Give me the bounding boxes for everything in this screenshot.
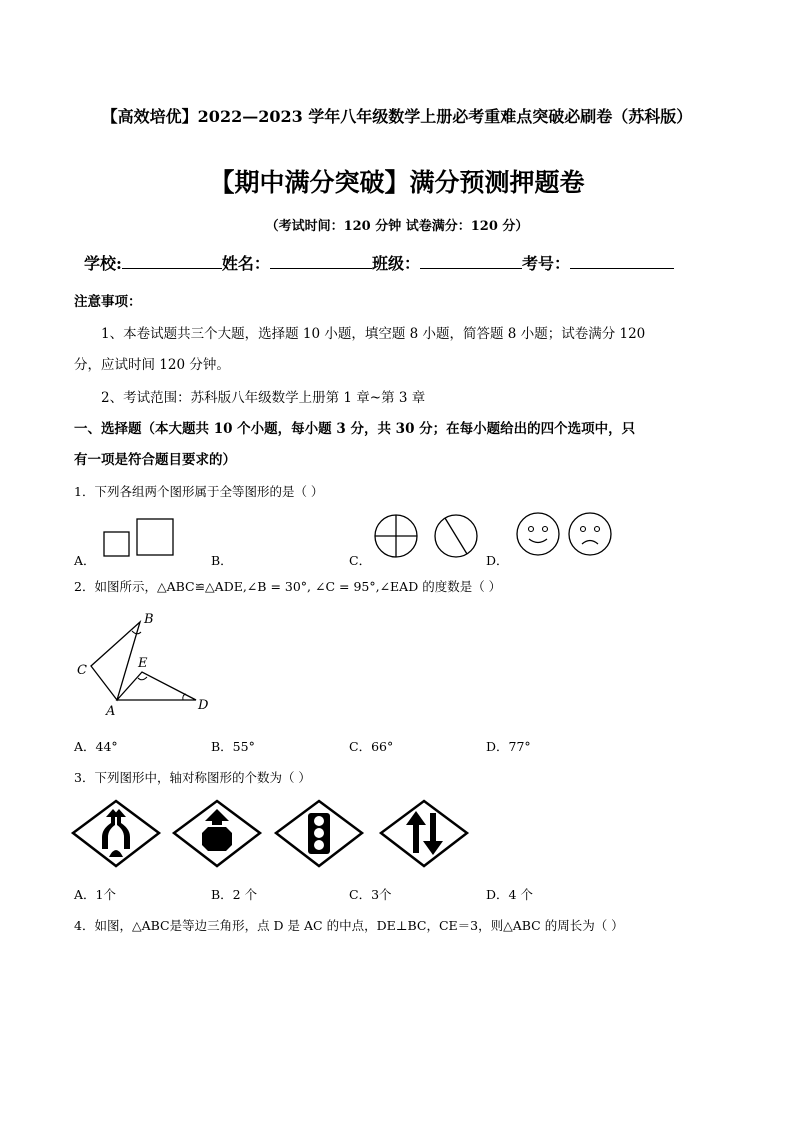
notes-item-1-cont: 分，应试时间 120 分钟。 [74, 357, 230, 373]
q2-option-a: A．44° [74, 739, 118, 754]
student-info-line [84, 251, 674, 274]
label-e: E [138, 656, 148, 671]
name-label: 姓名： [221, 254, 270, 273]
number-blank [570, 252, 674, 269]
q1-option-c: C． [349, 553, 372, 568]
q1-figure-c-circles [370, 512, 485, 562]
q1-option-b: B． [211, 553, 233, 568]
section-heading-cont: 有一项是符合题目要求的） [74, 452, 236, 468]
question-2-stem: 2．如图所示，△ABC≌△ADE,∠B = 30°, ∠C = 95°,∠EAD 的度数是（ ） [74, 579, 502, 594]
exam-info-subtitle: （考试时间：120 分钟 试卷满分：120 分） [265, 219, 529, 234]
stop-ahead-sign-icon [174, 801, 260, 866]
section-heading: 一、选择题（本大题共 10 个小题，每小题 3 分，共 30 分；在每小题给出的四个选项中，只 [74, 421, 636, 437]
q3-option-a: A．1个 [74, 887, 116, 902]
q1-option-a: A． [74, 553, 96, 568]
merging-lanes-sign-icon [73, 801, 159, 866]
frowning-face-icon [569, 513, 611, 555]
q2-option-c: C．66° [349, 739, 394, 754]
q3-option-d: D．4 个 [486, 887, 533, 902]
q1-option-d: D． [486, 553, 509, 568]
q1-figure-a-squares [100, 515, 180, 560]
notes-item-1: 1、本卷试题共三个大题，选择题 10 小题，填空题 8 小题，简答题 8 小题；试卷满分 120 [101, 326, 646, 342]
class-blank [420, 252, 522, 269]
q1-figure-d-faces [512, 510, 617, 560]
triangle-abc [91, 622, 140, 700]
question-1-stem: 1．下列各组两个图形属于全等图形的是（ ） [74, 484, 324, 499]
q3-traffic-signs [72, 799, 472, 869]
q2-option-b: B．55° [211, 739, 255, 754]
triangle-ade [117, 672, 196, 700]
q2-option-d: D．77° [486, 739, 531, 754]
label-d: D [198, 698, 209, 713]
notes-heading: 注意事项： [74, 294, 142, 310]
smiling-face-icon [517, 513, 559, 555]
document-header: 【高效培优】2022—2023 学年八年级数学上册必考重难点突破必刷卷（苏科版） [101, 107, 693, 126]
two-way-traffic-sign-icon [381, 801, 467, 866]
label-c: C [77, 663, 87, 678]
school-blank [122, 252, 222, 269]
name-blank [270, 252, 372, 269]
notes-item-2: 2、考试范围：苏科版八年级数学上册第 1 章~第 3 章 [101, 390, 426, 406]
question-4-stem: 4．如图，△ABC是等边三角形，点 D 是 AC 的中点，DE⊥BC，CE＝3，则△ABC 的周长为（ ） [74, 918, 624, 933]
traffic-light-sign-icon [276, 801, 362, 866]
q2-triangle-figure [75, 608, 220, 720]
small-square [104, 532, 129, 556]
q3-option-b: B．2 个 [211, 887, 258, 902]
q3-option-c: C．3个 [349, 887, 392, 902]
paper-title: 【期中满分突破】满分预测押题卷 [209, 168, 585, 197]
label-a: A [106, 704, 116, 719]
label-b: B [144, 612, 154, 627]
number-label: 考号： [521, 254, 570, 273]
school-label: 学校: [84, 254, 122, 273]
question-3-stem: 3．下列图形中，轴对称图形的个数为（ ） [74, 770, 311, 785]
class-label: 班级： [371, 254, 420, 273]
large-square [137, 519, 173, 555]
